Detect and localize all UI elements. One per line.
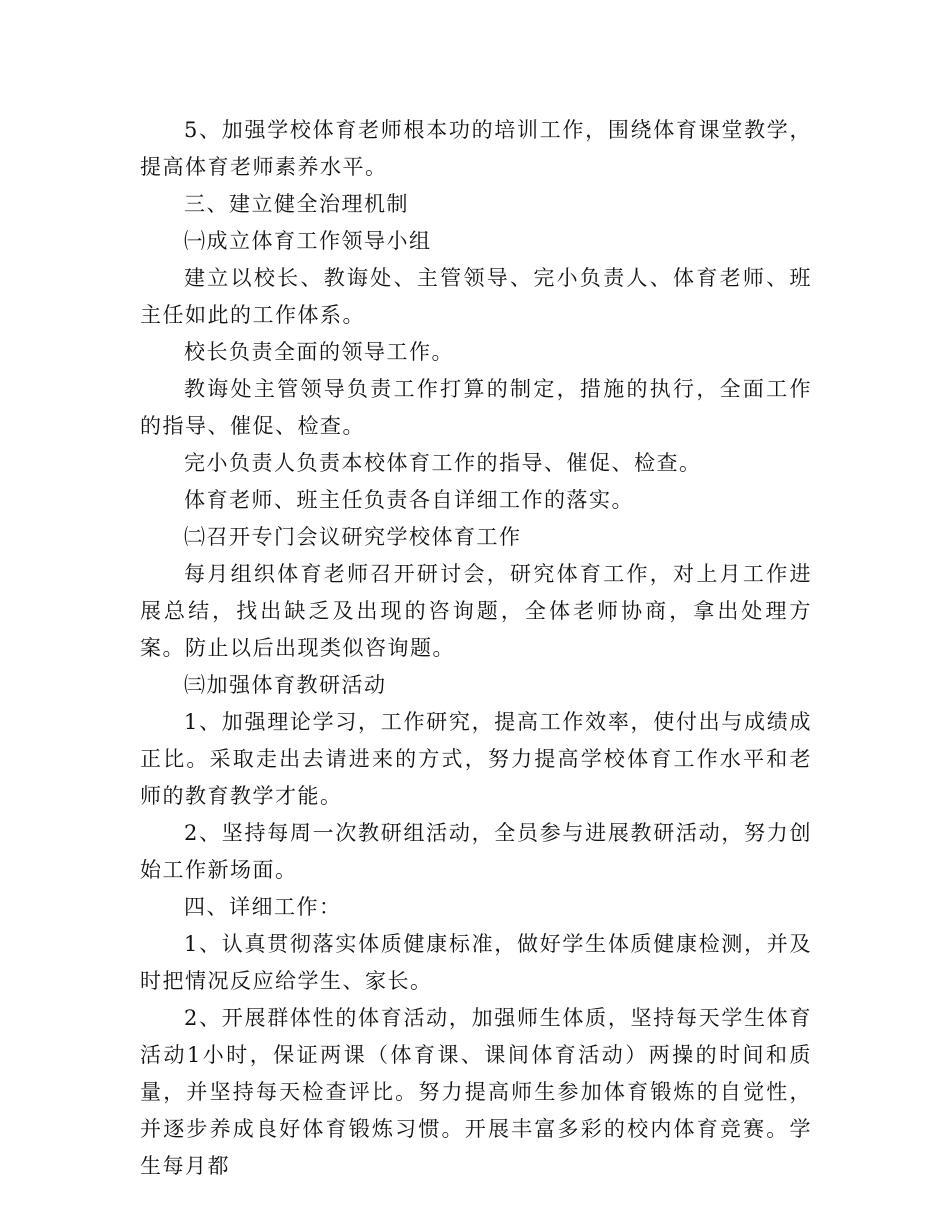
paragraph-work-system: 建立以校长、教诲处、主管领导、完小负责人、体育老师、班主任如此的工作体系。 [140, 266, 812, 327]
paragraph-office-duty: 教诲处主管领导负责工作打算的制定，措施的执行，全面工作的指导、催促、检查。 [140, 377, 812, 438]
paragraph-monthly-seminar: 每月组织体育老师召开研讨会，研究体育工作，对上月工作进展总结，找出缺乏及出现的咨询题，全体老师协商，拿出处理方案。防止以后出现类似咨询题。 [140, 562, 812, 660]
paragraph-work-item-1: 1、认真贯彻落实体质健康标准，做好学生体质健康检测，并及时把情况反应给学生、家长。 [140, 932, 812, 993]
subheading-leadership-group: ㈠成立体育工作领导小组 [184, 229, 432, 253]
subheading-meetings: ㈡召开专门会议研究学校体育工作 [184, 525, 522, 549]
section-heading-management: 三、建立健全治理机制 [184, 192, 409, 216]
document-body [140, 112, 812, 1185]
subheading-teaching-research: ㈢加强体育教研活动 [184, 673, 387, 697]
paragraph-research-item-2: 2、坚持每周一次教研组活动，全员参与进展教研活动，努力创始工作新场面。 [140, 821, 812, 882]
paragraph-research-item-1: 1、加强理论学习，工作研究，提高工作效率，使付出与成绩成正比。采取走出去请进来的方式，努力提高学校体育工作水平和老师的教育教学才能。 [140, 710, 812, 808]
paragraph-principal-duty: 校长负责全面的领导工作。 [184, 340, 454, 364]
section-heading-detailed-work: 四、详细工作： [184, 895, 342, 919]
paragraph-work-item-2: 2、开展群体性的体育活动，加强师生体质，坚持每天学生体育活动1小时，保证两课（体育课、课间体育活动）两操的时间和质量，并坚持每天检查评比。努力提高师生参加体育锻炼的自觉性，并逐步养成良好体育锻炼习惯。开展丰富多彩的校内体育竞赛。学生每月都 [140, 1006, 812, 1178]
paragraph-school-head-duty: 完小负责人负责本校体育工作的指导、催促、检查。 [184, 451, 702, 475]
paragraph-item-5-training: 5、加强学校体育老师根本功的培训工作，围绕体育课堂教学，提高体育老师素养水平。 [140, 118, 812, 179]
paragraph-teacher-duty: 体育老师、班主任负责各自详细工作的落实。 [184, 488, 634, 512]
